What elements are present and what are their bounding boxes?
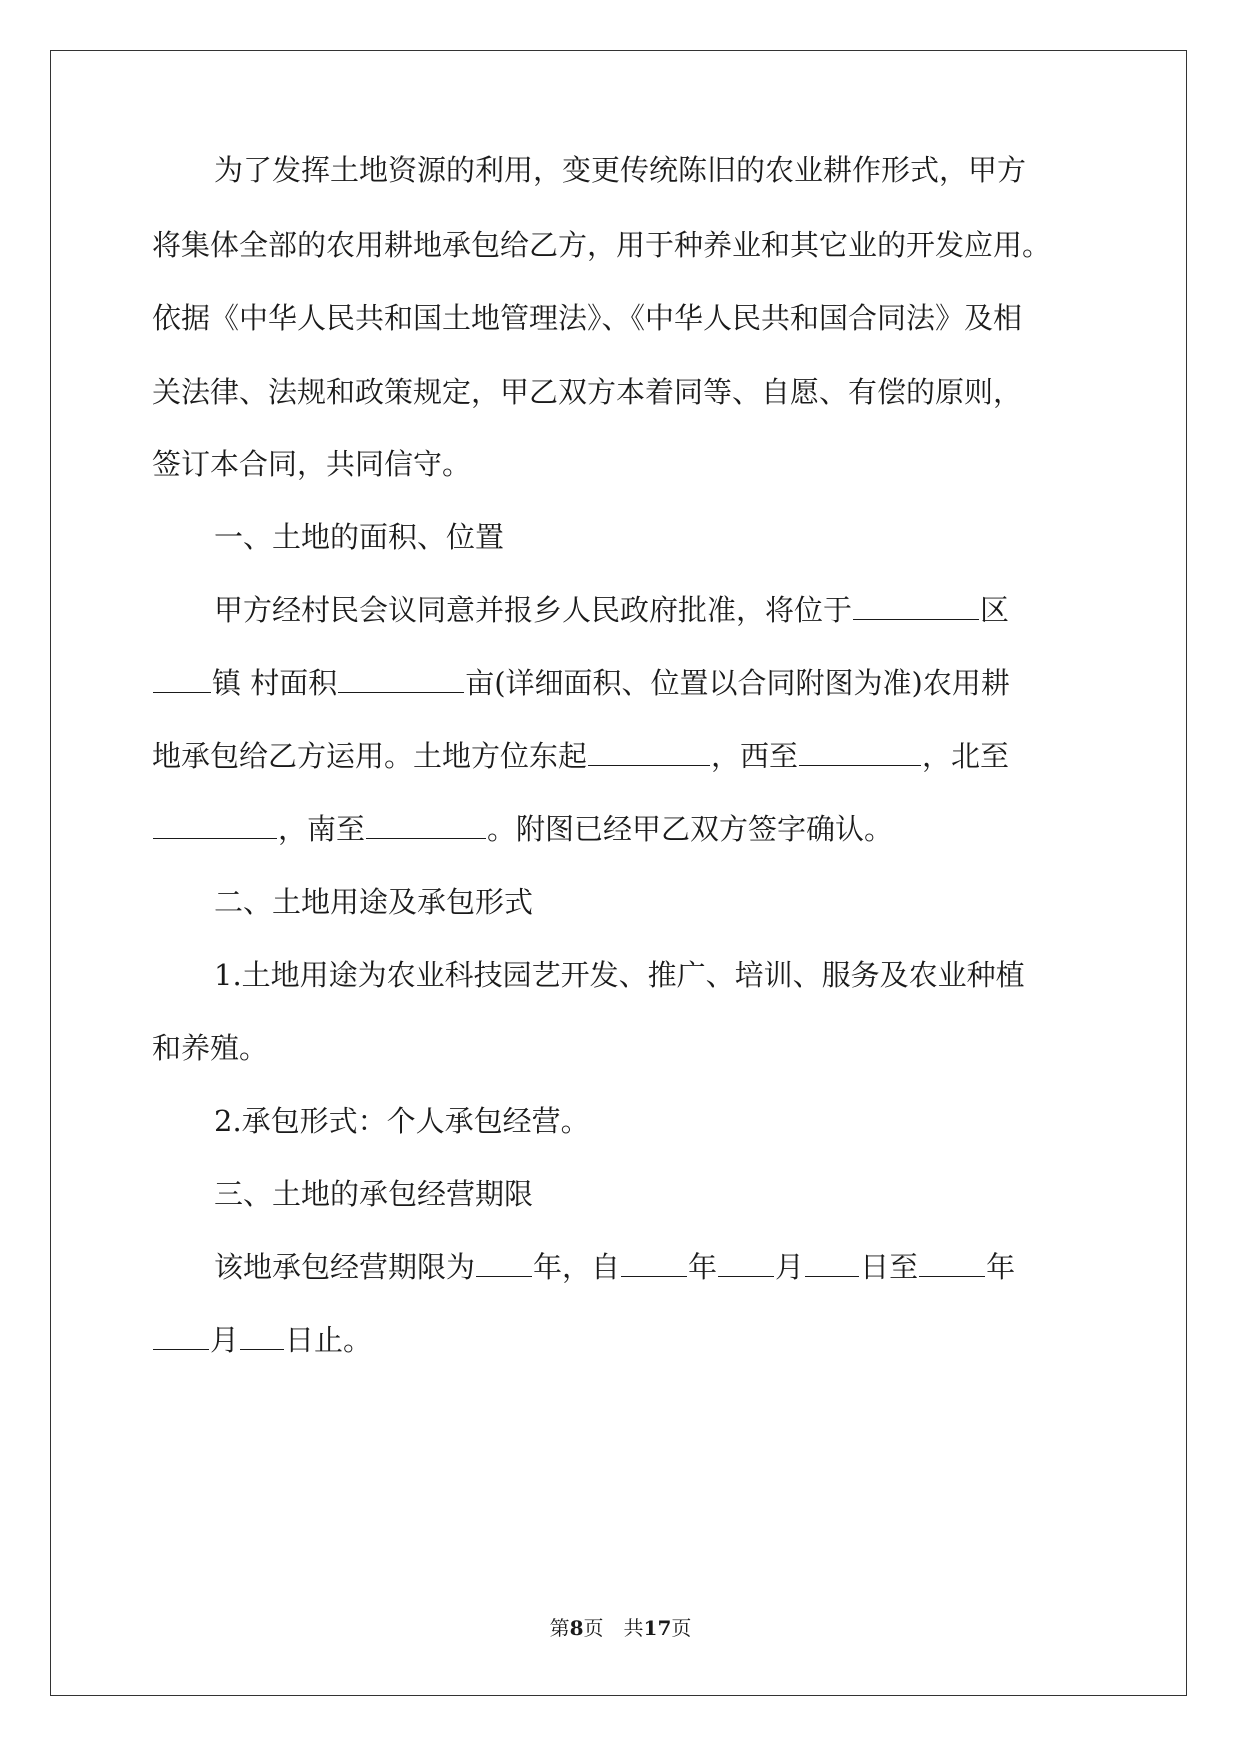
fill-blank <box>476 1248 532 1277</box>
para-line: 依据《中华人民共和国土地管理法》、《中华人民共和国合同法》及相 <box>152 301 1023 335</box>
para-line <box>152 1320 372 1360</box>
text-run: ，北至 <box>922 739 1010 773</box>
text-run: 日至 <box>860 1250 919 1284</box>
page-footer <box>0 1612 1241 1641</box>
text-run: 区 <box>980 593 1010 627</box>
fill-blank <box>853 591 979 620</box>
text-run: 亩(详细面积、位置以合同附图为准)农用耕 <box>465 666 1010 700</box>
section-heading: 一、土地的面积、位置 <box>214 520 505 554</box>
text-run: 年 <box>688 1250 718 1284</box>
para-line: 将集体全部的农用耕地承包给乙方，用于种养业和其它业的开发应用。 <box>152 228 1052 262</box>
para-line: 和养殖。 <box>152 1031 269 1065</box>
text-run: 年 <box>986 1250 1016 1284</box>
text-run: 日止。 <box>285 1323 373 1357</box>
page-total: 17 <box>643 1616 672 1640</box>
text-run: ，西至 <box>711 739 799 773</box>
para-line <box>152 663 1010 703</box>
page-label: 页 共 <box>583 1616 644 1640</box>
text-run: 月 <box>210 1323 240 1357</box>
text-run: 该地承包经营期限为 <box>214 1250 476 1284</box>
page-number: 8 <box>569 1616 584 1640</box>
para-line: 关法律、法规和政策规定，甲乙双方本着同等、自愿、有偿的原则， <box>152 375 1023 409</box>
fill-blank <box>799 737 921 766</box>
page-label: 第 <box>549 1616 570 1640</box>
para-line <box>152 809 893 849</box>
fill-blank <box>153 810 277 839</box>
para-line <box>214 590 1009 630</box>
text-run: 月 <box>775 1250 805 1284</box>
text-run: 。附图已经甲乙双方签字确认。 <box>487 812 894 846</box>
text-run: ，南至 <box>278 812 366 846</box>
fill-blank <box>338 664 464 693</box>
page-label: 页 <box>671 1616 692 1640</box>
para-line: 为了发挥土地资源的利用，变更传统陈旧的农业耕作形式，甲方 <box>214 153 1027 187</box>
fill-blank <box>153 1321 209 1350</box>
page-border <box>50 50 1187 1696</box>
section-heading: 二、土地用途及承包形式 <box>214 885 534 919</box>
fill-blank <box>718 1248 774 1277</box>
text-run: 地承包给乙方运用。土地方位东起 <box>152 739 588 773</box>
para-line: 1.土地用途为农业科技园艺开发、推广、培训、服务及农业种植 <box>214 958 1025 992</box>
para-line: 签订本合同，共同信守。 <box>152 447 472 481</box>
para-line: 2.承包形式：个人承包经营。 <box>214 1104 590 1138</box>
section-heading: 三、土地的承包经营期限 <box>214 1177 534 1211</box>
text-run: 甲方经村民会议同意并报乡人民政府批准，将位于 <box>214 593 853 627</box>
fill-blank <box>240 1321 284 1350</box>
text-run: 年，自 <box>533 1250 621 1284</box>
para-line <box>152 736 1009 776</box>
fill-blank <box>366 810 486 839</box>
fill-blank <box>919 1248 985 1277</box>
fill-blank <box>621 1248 687 1277</box>
para-line <box>214 1247 1015 1287</box>
text-run: 镇 村面积 <box>212 666 338 700</box>
fill-blank <box>153 664 211 693</box>
fill-blank <box>805 1248 859 1277</box>
fill-blank <box>588 737 710 766</box>
